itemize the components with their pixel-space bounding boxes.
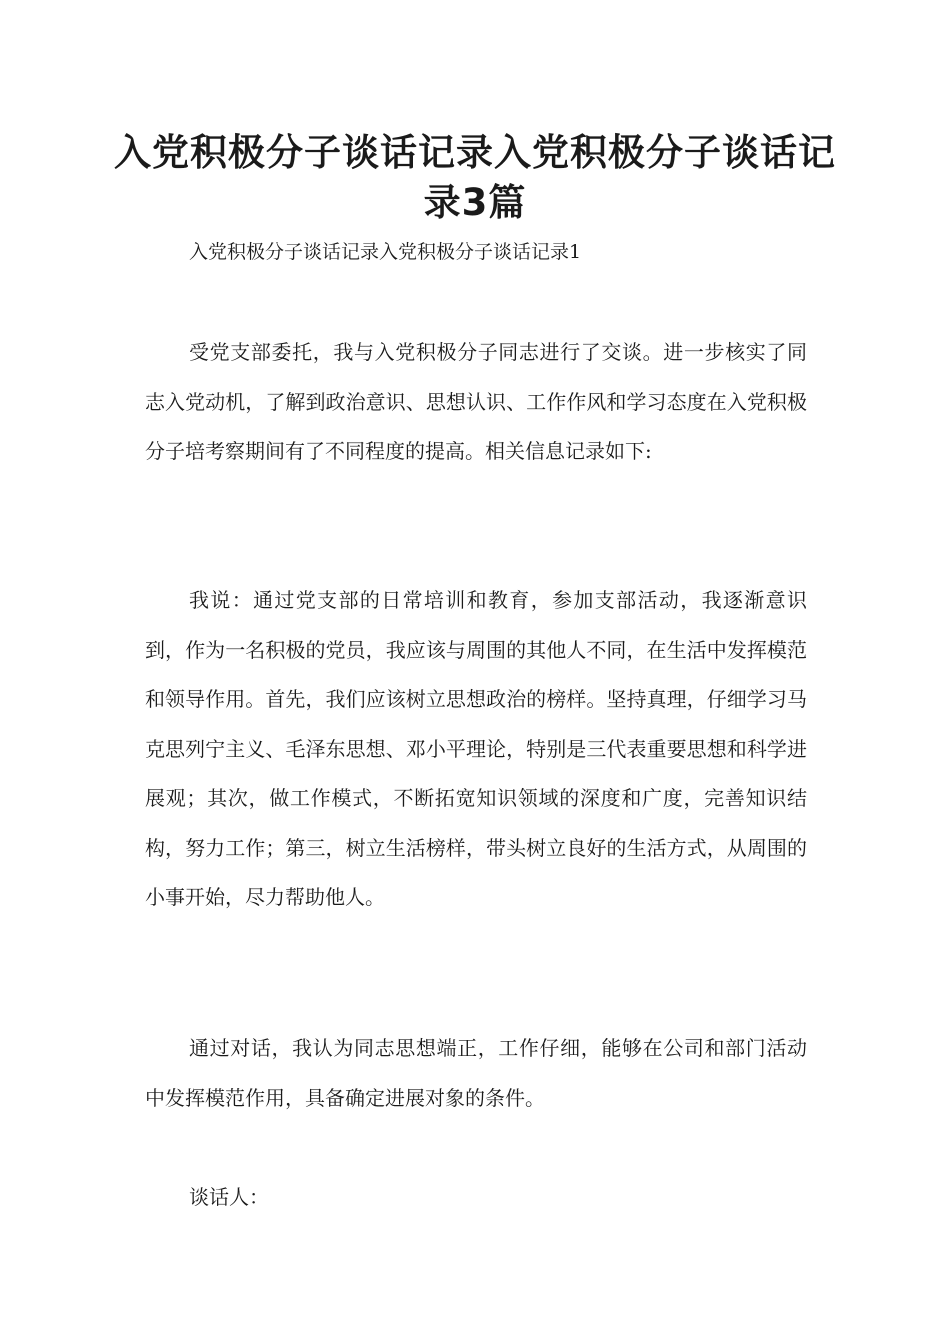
paragraph-intro: 受党支部委托，我与入党积极分子同志进行了交谈。进一步核实了同志入党动机，了解到政治意识、思想认识、工作作风和学习态度在入党积极分子培考察期间有了不同程度的提高。相关信息记录如下: xyxy=(145,340,807,463)
document-title: 入党积极分子谈话记录入党积极分子谈话记录3篇 xyxy=(114,131,836,224)
paragraph-conclusion: 通过对话，我认为同志思想端正，工作仔细，能够在公司和部门活动中发挥模范作用，具备确定进展对象的条件。 xyxy=(145,1036,807,1110)
section-heading: 入党积极分子谈话记录入党积极分子谈话记录1 xyxy=(189,241,582,263)
paragraph-statement: 我说：通过党支部的日常培训和教育，参加支部活动，我逐渐意识到，作为一名积极的党员，我应该与周围的其他人不同，在生活中发挥模范和领导作用。首先，我们应该树立思想政治的榜样。坚持真理，仔细学习马克思列宁主义、毛泽东思想、邓小平理论，特别是三代表重要思想和科学进展观；其次，做工作模式，不断拓宽知识领域的深度和广度，完善知识结构，努力工作；第三，树立生活榜样，带头树立良好的生活方式，从周围的小事开始，尽力帮助他人。 xyxy=(145,588,807,909)
paragraph-speaker: 谈话人： xyxy=(189,1185,269,1209)
